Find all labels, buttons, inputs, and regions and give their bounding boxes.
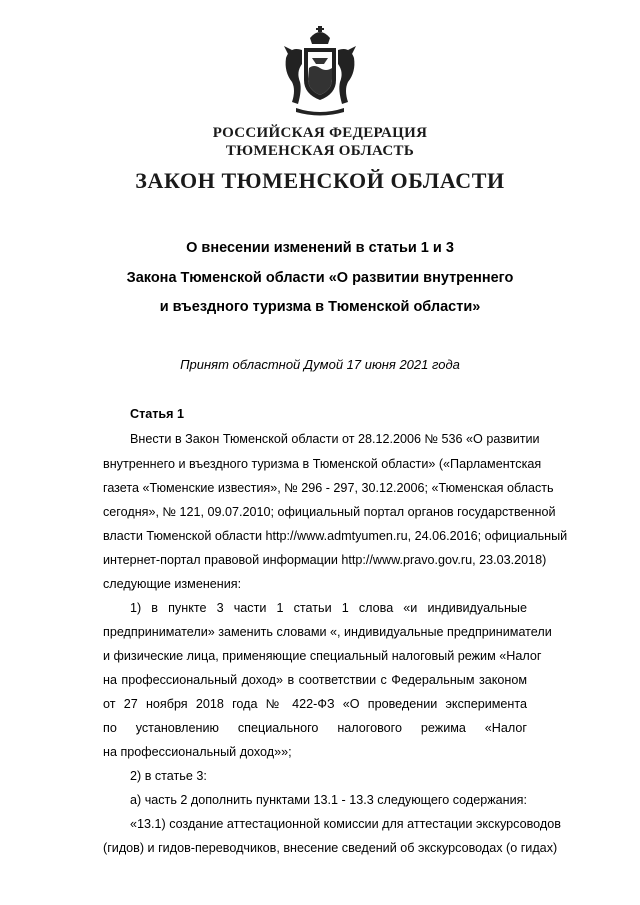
body-line: от 27 ноября 2018 года № 422-ФЗ «О проведении эксперимента bbox=[103, 697, 527, 711]
body-line: и физические лица, применяющие специальный налоговый режим «Налог bbox=[103, 649, 542, 663]
body-line: сегодня», № 121, 09.07.2010; официальный портал органов государственной bbox=[103, 505, 556, 519]
body-line: 2) в статье 3: bbox=[130, 769, 207, 783]
body-line: интернет-портал правовой информации http://www.pravo.gov.ru, 23.03.2018) bbox=[103, 553, 547, 567]
body-line: следующие изменения: bbox=[103, 577, 242, 591]
adoption-note: Принят областной Думой 17 июня 2021 года bbox=[180, 357, 460, 372]
body-line: на профессиональный доход» в соответствии с Федеральным законом bbox=[103, 673, 527, 687]
document-title-line: Закона Тюменской области «О развитии внутреннего bbox=[126, 270, 514, 286]
body-line: на профессиональный доход»»; bbox=[103, 745, 292, 759]
article-heading: Статья 1 bbox=[130, 407, 185, 421]
document-title-line: и въездного туризма в Тюменской области» bbox=[159, 299, 481, 315]
body-line: предприниматели» заменить словами «, индивидуальные предприниматели bbox=[103, 625, 552, 639]
header-country: РОССИЙСКАЯ ФЕДЕРАЦИЯ bbox=[212, 125, 428, 141]
body-line: «13.1) создание аттестационной комиссии для аттестации экскурсоводов bbox=[130, 817, 561, 831]
body-line: а) часть 2 дополнить пунктами 13.1 - 13.3 следующего содержания: bbox=[130, 793, 527, 807]
header-law-title: ЗАКОН ТЮМЕНСКОЙ ОБЛАСТИ bbox=[135, 168, 505, 193]
body-line: по установлению специального налогового режима «Налог bbox=[103, 721, 527, 735]
body-line: власти Тюменской области http://www.admtyumen.ru, 24.06.2016; официальный bbox=[103, 529, 568, 543]
body-line: газета «Тюменские известия», № 296 - 297, 30.12.2006; «Тюменская область bbox=[103, 481, 554, 495]
body-line: внутреннего и въездного туризма в Тюменской области» («Парламентская bbox=[103, 457, 542, 471]
body-line: Внести в Закон Тюменской области от 28.12.2006 № 536 «О развитии bbox=[130, 432, 540, 446]
body-line: 1) в пункте 3 части 1 статьи 1 слова «и индивидуальные bbox=[130, 601, 527, 615]
header-region: ТЮМЕНСКАЯ ОБЛАСТЬ bbox=[225, 143, 415, 159]
coat-of-arms-icon bbox=[282, 24, 358, 116]
document-title-line: О внесении изменений в статьи 1 и 3 bbox=[186, 240, 454, 256]
body-line: (гидов) и гидов-переводчиков, внесение сведений об экскурсоводах (о гидах) bbox=[103, 841, 558, 855]
